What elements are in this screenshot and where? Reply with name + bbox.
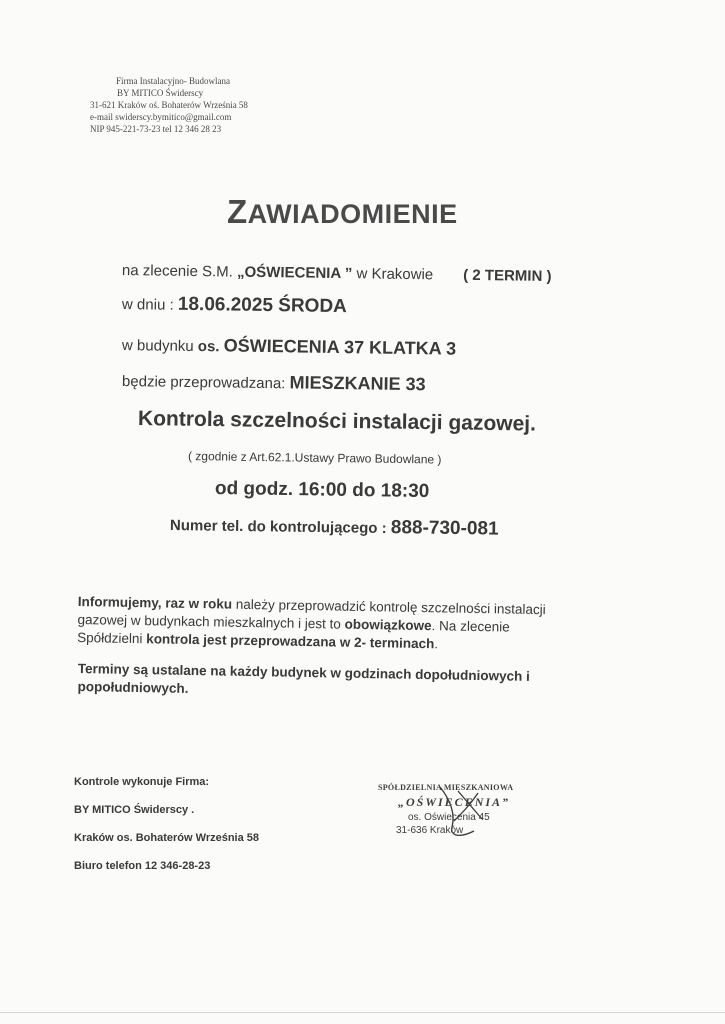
term-badge: ( 2 TERMIN ) — [463, 266, 552, 285]
apartment-value: MIESZKANIE 33 — [289, 372, 426, 395]
document-title: ZAWIADOMIENIE — [227, 193, 458, 230]
contractor-address: Kraków os. Bohaterów Września 58 — [74, 832, 260, 844]
company-type: Firma Instalacyjno- Budowlana — [116, 76, 230, 86]
building-line: w budynku os. OŚWIECENIA 37 KLATKA 3 — [121, 335, 457, 359]
company-name: BY MITICO Świderscy — [117, 88, 204, 98]
company-email: e-mail swiderscy.bymitico@gmail.com — [90, 112, 232, 122]
schedule-paragraph: Terminy są ustalane na każdy budynek w godzinach dopołudniowych i popołudniowych. — [77, 660, 531, 696]
date-value: 18.06.2025 ŚRODA — [177, 293, 348, 318]
contractor-block — [74, 768, 259, 880]
info-paragraph: Informujemy, raz w roku należy przeprowadzić kontrolę szczelności instalacji gazowej w budynkach mieszkalnych i jest to obowiązkowe. Na zlecenie Spółdzielni kontrola jest przeprowadzana w 2- terminach. — [77, 593, 546, 652]
signature-icon — [378, 783, 558, 843]
legal-basis: ( zgodnie z Art.62.1.Ustawy Prawo Budowlane ) — [187, 449, 442, 467]
contractor-label: Kontrole wykonuje Firma: — [74, 776, 210, 788]
order-line: na zlecenie S.M. „OŚWIECENIA ” w Krakowie ( 2 TERMIN ) — [121, 262, 552, 285]
contractor-name: BY MITICO Świderscy . — [74, 804, 195, 816]
company-nip-phone: NIP 945-221-73-23 tel 12 346 28 23 — [90, 124, 222, 134]
company-address: 31-621 Kraków oś. Bohaterów Września 58 — [90, 100, 248, 110]
contractor-phone: Biuro telefon 12 346-28-23 — [74, 860, 211, 872]
inspector-phone: Numer tel. do kontrolującego : 888-730-081 — [169, 517, 499, 540]
company-header — [90, 75, 248, 135]
phone-number: 888-730-081 — [390, 517, 499, 540]
cooperative-stamp: SPÓŁDZIELNIA MIESZKANIOWA „OŚWIECENIA” os. Oświecenia 45 31-636 Kraków — [378, 783, 558, 843]
page-edge-divider — [0, 1012, 725, 1013]
date-line: w dniu : 18.06.2025 ŚRODA — [121, 293, 348, 318]
hours: od godz. 16:00 do 18:30 — [214, 478, 430, 502]
control-title: Kontrola szczelności instalacji gazowej. — [137, 407, 537, 436]
apartment-line: będzie przeprowadzana: MIESZKANIE 33 — [121, 372, 426, 395]
building-value: OŚWIECENIA 37 KLATKA 3 — [223, 335, 457, 359]
